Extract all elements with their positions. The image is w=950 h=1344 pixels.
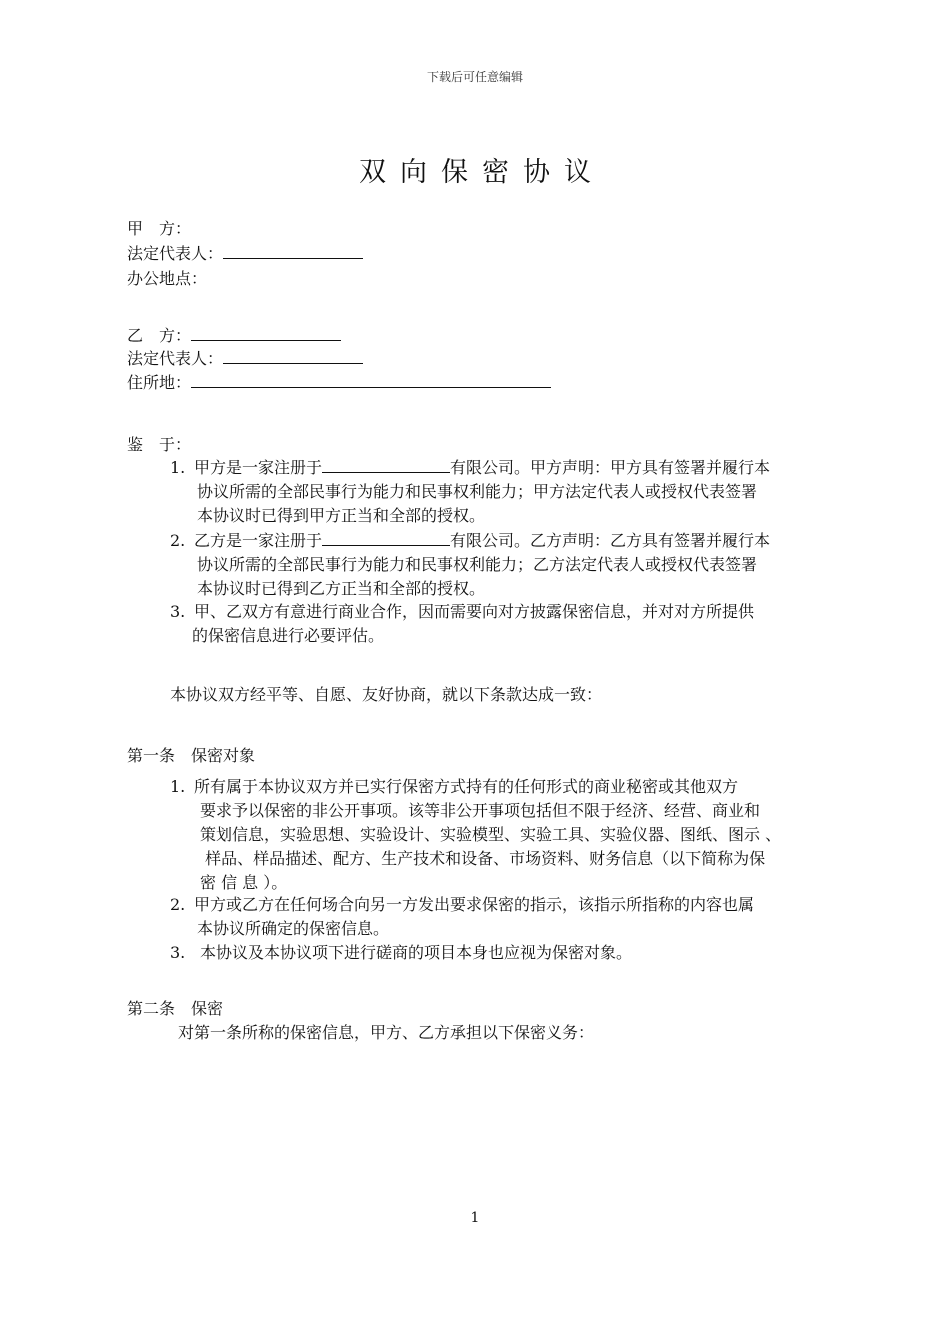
article-1-item-1-line1: 所有属于本协议双方并已实行保密方式持有的任何形式的商业秘密或其他双方 [194, 777, 739, 796]
party-b-address-label: 住所地： [127, 373, 192, 392]
article-1-item-1-line2: 要求予以保密的非公开事项。该等非公开事项包括但不限于经济、经营、商业和 [200, 801, 761, 820]
agreement-intro: 本协议双方经平等、自愿、友好协商，就以下条款达成一致： [170, 685, 603, 704]
page-number: 1 [470, 1210, 480, 1226]
whereas-item-2 [170, 529, 820, 601]
whereas-item-2-post: 有限公司。乙方声明：乙方具有签署并履行本 [450, 531, 771, 550]
article-1-heading: 第一条 保密对象 [127, 746, 256, 765]
party-a-office [127, 268, 207, 290]
whereas-item-2-num: 2. [170, 531, 186, 550]
article-1-item-1-line4: 样品、样品描述、配方、生产技术和设备、市场资料、财务信息（以下简称为保 [200, 849, 766, 868]
party-b-representative [127, 347, 363, 370]
article-1-item-3 [170, 941, 820, 965]
party-b-address-blank[interactable] [191, 371, 551, 388]
party-b-label [127, 324, 341, 347]
article-1-item-1 [170, 775, 820, 895]
article-1-item-1-line5: 密 信 息 ）。 [200, 873, 288, 892]
whereas-item-3-line2: 的保密信息进行必要评估。 [192, 626, 385, 645]
whereas-item-3-num: 3. [170, 602, 186, 621]
article-1-item-1-num: 1. [170, 777, 186, 796]
article-1-item-3-num: 3. [170, 943, 186, 962]
whereas-item-2-line3: 本协议时已得到乙方正当和全部的授权。 [197, 579, 486, 598]
article-1-item-2 [170, 893, 820, 941]
whereas-item-2-line2: 协议所需的全部民事行为能力和民事权利能力；乙方法定代表人或授权代表签署 [197, 555, 758, 574]
party-a-label [127, 218, 191, 240]
whereas-item-1-line2: 协议所需的全部民事行为能力和民事权利能力；甲方法定代表人或授权代表签署 [197, 482, 758, 501]
article-2-body: 对第一条所称的保密信息，甲方、乙方承担以下保密义务： [178, 1023, 595, 1042]
whereas-item-1-num: 1. [170, 458, 186, 477]
whereas-heading: 鉴 于： [127, 435, 192, 454]
party-b-rep-blank[interactable] [223, 347, 363, 364]
whereas-item-1 [170, 456, 820, 528]
article-1-item-2-line1: 甲方或乙方在任何场合向另一方发出要求保密的指示，该指示所指称的内容也属 [194, 895, 755, 914]
party-b-rep-label: 法定代表人： [127, 349, 224, 368]
party-a-office-label: 办公地点： [127, 269, 208, 288]
whereas-item-3-line1: 甲、乙双方有意进行商业合作，因而需要向对方披露保密信息，并对对方所提供 [194, 602, 755, 621]
party-b-label-text: 乙 方： [127, 326, 192, 345]
article-1-item-2-line2: 本协议所确定的保密信息。 [197, 919, 390, 938]
party-a-representative [127, 242, 363, 265]
whereas-item-1-blank[interactable] [322, 456, 450, 473]
whereas-item-1-post: 有限公司。甲方声明：甲方具有签署并履行本 [450, 458, 771, 477]
party-a-rep-blank[interactable] [223, 242, 363, 259]
whereas-item-1-line3: 本协议时已得到甲方正当和全部的授权。 [197, 506, 486, 525]
article-1-item-1-line3: 策划信息，实验思想、实验设计、实验模型、实验工具、实验仪器、图纸、图示 、 [200, 825, 782, 844]
whereas-item-2-blank[interactable] [322, 529, 450, 546]
party-a-label-text: 甲 方： [127, 219, 192, 238]
article-1-item-2-num: 2. [170, 895, 186, 914]
article-1-item-3-line1: 本协议及本协议项下进行磋商的项目本身也应视为保密对象。 [200, 943, 633, 962]
document-title: 双向保密协议 [359, 157, 605, 188]
whereas-item-3 [170, 600, 820, 648]
whereas-item-1-pre: 甲方是一家注册于 [194, 458, 323, 477]
party-a-rep-label: 法定代表人： [127, 244, 224, 263]
whereas-item-2-pre: 乙方是一家注册于 [194, 531, 323, 550]
party-b-name-blank[interactable] [191, 324, 341, 341]
article-2-heading: 第二条 保密 [127, 999, 224, 1018]
header-note: 下载后可任意编辑 [426, 70, 523, 84]
party-b-address [127, 371, 551, 394]
